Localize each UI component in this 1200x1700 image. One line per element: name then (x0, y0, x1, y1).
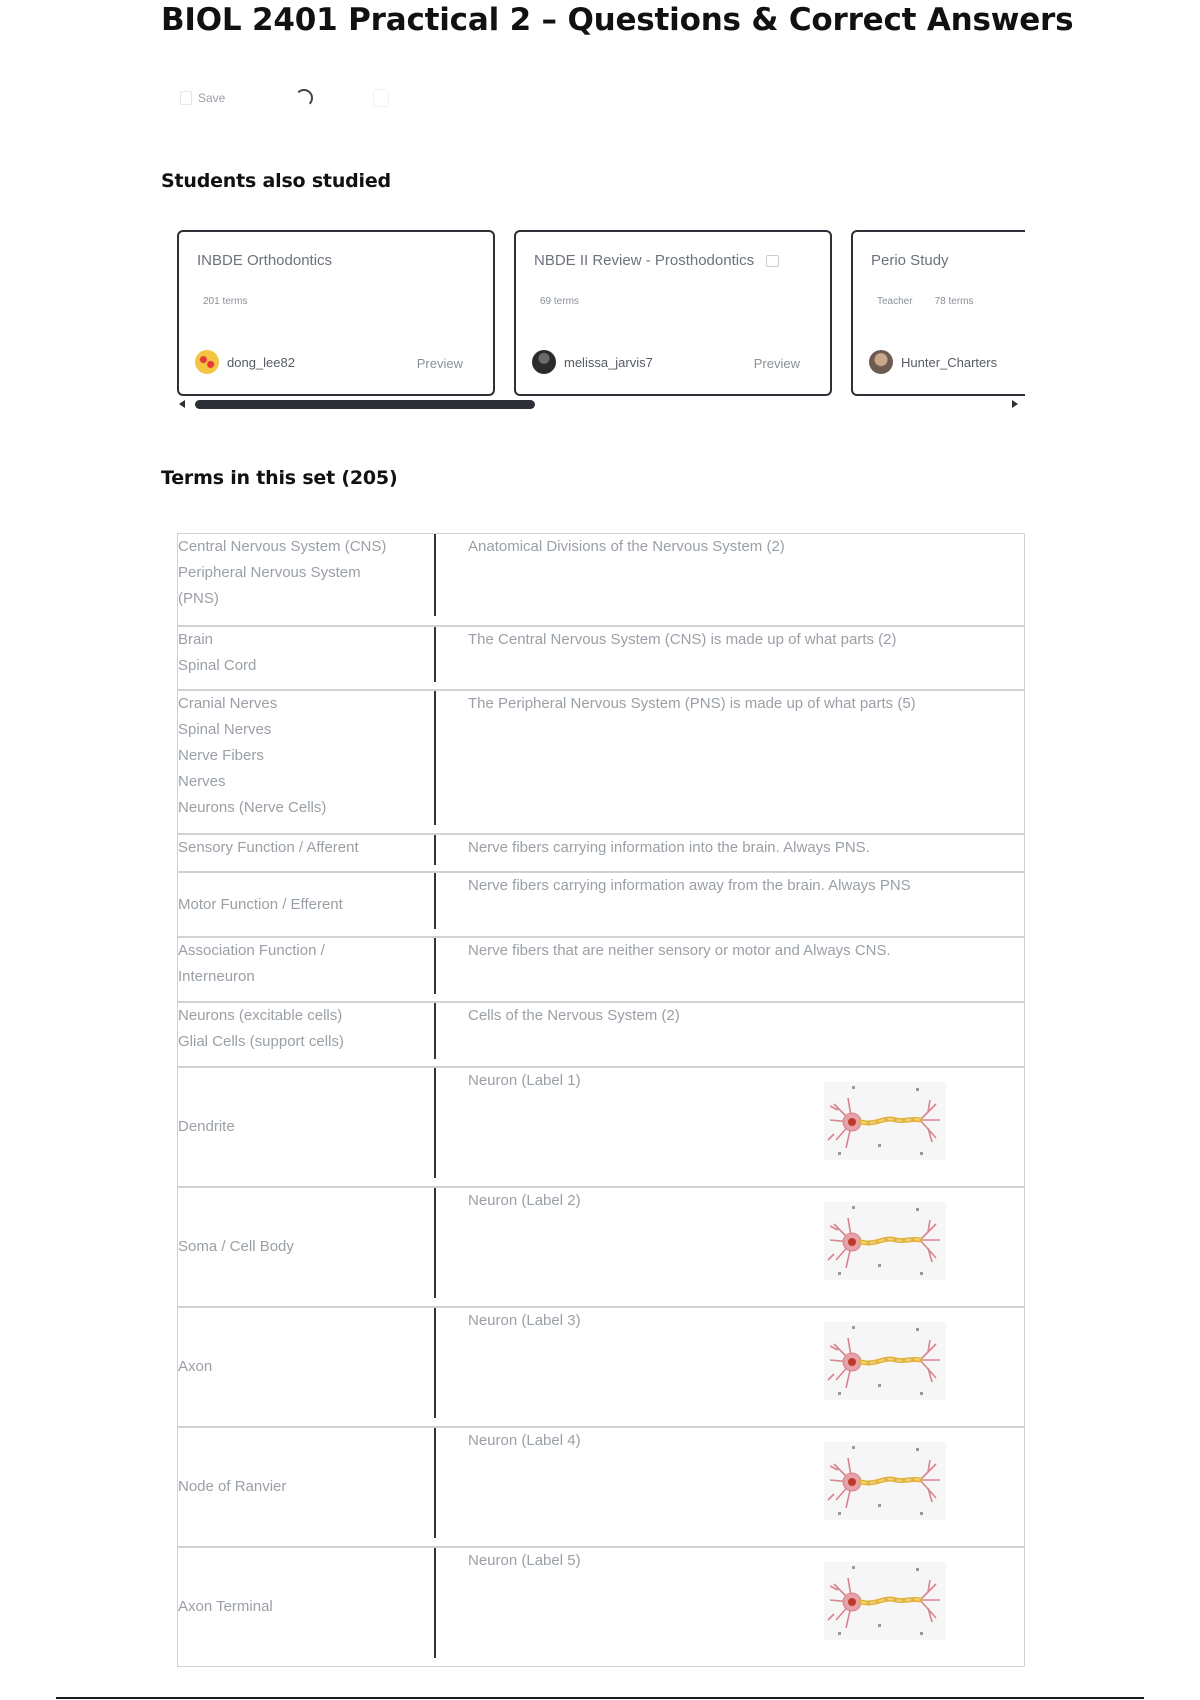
column-divider (434, 1428, 436, 1538)
column-divider (434, 1548, 436, 1658)
term-text: Axon Terminal (178, 1598, 273, 1615)
save-label: Save (198, 91, 226, 105)
column-divider (434, 1188, 436, 1298)
table-row (178, 1001, 1024, 1066)
column-divider (434, 691, 436, 825)
card-meta (203, 296, 247, 307)
table-row (178, 1426, 1024, 1546)
term-text: Sensory Function / Afferent (178, 839, 359, 856)
teacher-badge: Teacher (877, 296, 913, 307)
table-row (178, 534, 1024, 625)
page-title: BIOL 2401 Practical 2 – Questions & Correct Answers (161, 2, 1074, 38)
card-title: INBDE Orthodontics (197, 252, 333, 269)
card-author[interactable] (869, 350, 997, 374)
scroll-left-arrow-icon[interactable] (179, 400, 185, 408)
card-title: Perio Study (871, 252, 949, 269)
column-divider (434, 835, 436, 865)
column-divider (434, 938, 436, 994)
term-text: Soma / Cell Body (178, 1238, 294, 1255)
neuron-diagram-image (824, 1082, 946, 1160)
term-text: Motor Function / Efferent (178, 895, 343, 913)
column-divider (434, 1308, 436, 1418)
definition-text: Nerve fibers carrying information into the brain. Always PNS. (468, 839, 870, 856)
table-row (178, 871, 1024, 936)
study-set-card[interactable] (514, 230, 832, 396)
students-also-studied-heading: Students also studied (161, 170, 391, 192)
toolbar (180, 84, 435, 112)
definition-text: Neuron (Label 4) (468, 1432, 581, 1449)
term-text: Brain Spinal Cord (178, 631, 257, 674)
definition-text: Cells of the Nervous System (2) (468, 1007, 680, 1024)
term-text: Cranial Nerves Spinal Nerves Nerve Fibers Nerves Neurons (Nerve Cells) (178, 695, 327, 816)
definition-text: Anatomical Divisions of the Nervous System (2) (468, 538, 785, 555)
term-count: 78 terms (934, 296, 974, 307)
study-set-card[interactable] (851, 230, 1025, 396)
share-icon[interactable] (373, 89, 389, 107)
card-meta (540, 296, 579, 307)
table-row (178, 1186, 1024, 1306)
card-author[interactable] (532, 350, 653, 374)
term-count: 201 terms (203, 296, 248, 307)
column-divider (434, 1068, 436, 1178)
table-row (178, 1066, 1024, 1186)
avatar (195, 350, 219, 374)
avatar (869, 350, 893, 374)
study-set-carousel (177, 230, 1025, 402)
table-row (178, 1306, 1024, 1426)
image-icon (766, 255, 779, 267)
footer-divider (56, 1697, 1144, 1699)
definition-text: Nerve fibers carrying information away from the brain. Always PNS (468, 877, 911, 894)
definition-text: The Peripheral Nervous System (PNS) is made up of what parts (5) (468, 695, 916, 712)
neuron-diagram-image (824, 1322, 946, 1400)
column-divider (434, 873, 436, 929)
column-divider (434, 627, 436, 682)
terms-table (177, 533, 1025, 1667)
definition-text: Neuron (Label 1) (468, 1072, 581, 1089)
term-count: 69 terms (540, 296, 579, 307)
card-meta (877, 296, 973, 307)
scroll-right-arrow-icon[interactable] (1012, 400, 1018, 408)
preview-link[interactable]: Preview (753, 356, 800, 371)
card-author[interactable] (195, 350, 295, 374)
bookmark-icon (180, 91, 192, 105)
definition-text: Neuron (Label 3) (468, 1312, 581, 1329)
more-icon[interactable] (417, 95, 435, 101)
table-row (178, 1546, 1024, 1666)
definition-text: The Central Nervous System (CNS) is made up of what parts (2) (468, 631, 897, 648)
author-name: Hunter_Charters (901, 354, 998, 370)
term-text: Dendrite (178, 1118, 235, 1135)
neuron-diagram-image (824, 1442, 946, 1520)
table-row (178, 689, 1024, 833)
avatar (532, 350, 556, 374)
term-text: Axon (178, 1358, 213, 1375)
neuron-diagram-image (824, 1202, 946, 1280)
table-row (178, 936, 1024, 1001)
author-name: dong_lee82 (227, 354, 295, 370)
loading-spinner-icon (295, 89, 313, 107)
author-name: melissa_jarvis7 (564, 354, 653, 370)
preview-link[interactable]: Preview (416, 356, 463, 371)
term-text: Central Nervous System (CNS) Peripheral Nervous System (PNS) (178, 538, 387, 607)
term-text: Neurons (excitable cells) Glial Cells (support cells) (178, 1007, 344, 1050)
definition-text: Neuron (Label 2) (468, 1192, 581, 1209)
study-set-card[interactable] (177, 230, 495, 396)
terms-heading: Terms in this set (205) (161, 467, 398, 489)
table-row (178, 833, 1024, 871)
term-text: Node of Ranvier (178, 1478, 287, 1495)
column-divider (434, 1003, 436, 1059)
neuron-diagram-image (824, 1562, 946, 1640)
definition-text: Nerve fibers that are neither sensory or motor and Always CNS. (468, 942, 891, 959)
save-button[interactable] (180, 91, 225, 105)
card-title: NBDE II Review - Prosthodontics (534, 252, 779, 269)
term-text: Association Function / Interneuron (178, 942, 325, 985)
carousel-scrollbar[interactable] (195, 400, 535, 409)
table-row (178, 625, 1024, 689)
column-divider (434, 534, 436, 616)
definition-text: Neuron (Label 5) (468, 1552, 581, 1569)
